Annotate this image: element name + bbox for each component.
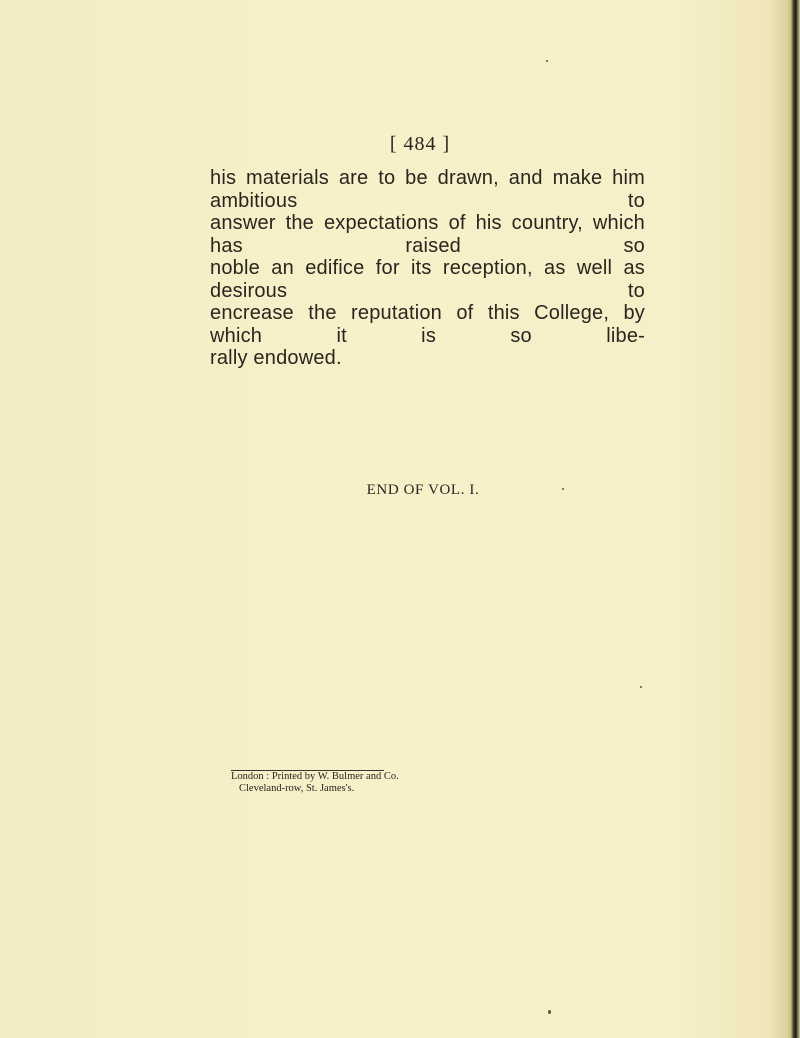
body-line: his materials are to be drawn, and make him ambitious to [210, 167, 645, 212]
body-line: rally endowed. [210, 347, 342, 369]
imprint-line-2: Cleveland-row, St. James's. [239, 783, 355, 794]
printer-imprint [231, 771, 399, 795]
body-line: encrease the reputation of this College, by which it is so libe- [210, 302, 645, 347]
paper-speck [562, 488, 564, 490]
body-line: noble an edifice for its reception, as well as desirous to [210, 257, 645, 302]
page-number-header: [ 484 ] [389, 133, 451, 155]
imprint-line-1: London : Printed by W. Bulmer and Co. [231, 771, 399, 782]
end-of-volume-mark: END OF VOL. I. [366, 482, 480, 498]
paper-speck [640, 686, 642, 688]
paper-speck [548, 1010, 551, 1014]
body-paragraph [210, 167, 645, 370]
body-line: answer the expectations of his country, which has raised so [210, 212, 645, 257]
paper-speck [546, 60, 548, 62]
